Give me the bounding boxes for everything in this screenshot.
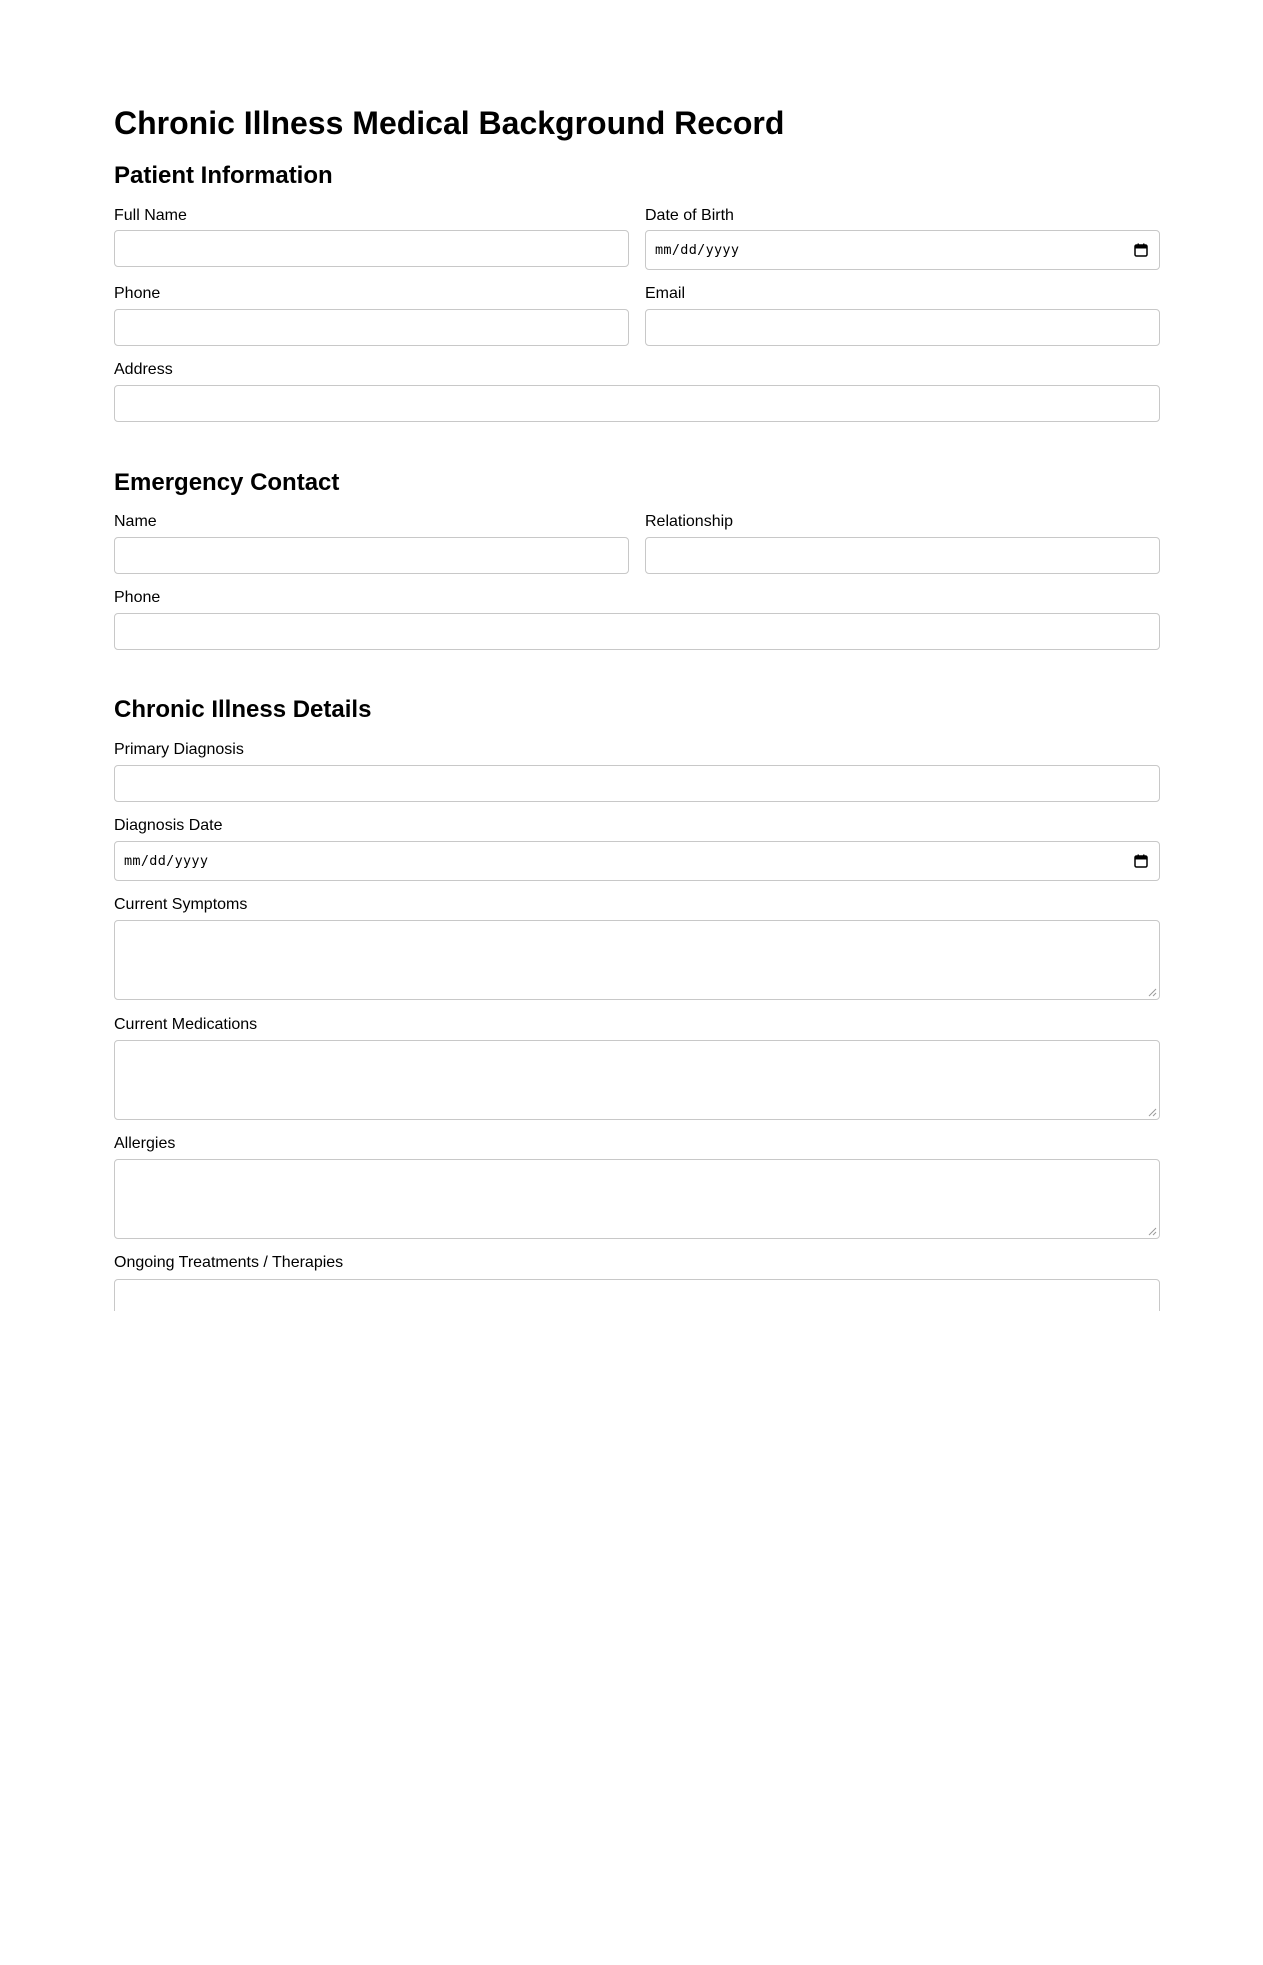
relationship-label: Relationship (645, 513, 734, 530)
emergency-name-label: Name (114, 513, 157, 530)
email-input[interactable] (645, 309, 1160, 346)
primary-diagnosis-label: Primary Diagnosis (114, 741, 244, 758)
allergies-textarea[interactable] (114, 1159, 1160, 1239)
ongoing-treatments-label: Ongoing Treatments / Therapies (114, 1254, 344, 1271)
resize-handle-icon[interactable] (1148, 1227, 1157, 1236)
diagnosis-date-input[interactable] (114, 841, 1160, 881)
address-label: Address (114, 361, 173, 378)
diagnosis-date-label: Diagnosis Date (114, 817, 223, 834)
date-of-birth-input[interactable] (645, 230, 1160, 270)
phone-input[interactable] (114, 309, 629, 346)
full-name-label: Full Name (114, 207, 187, 224)
current-symptoms-textarea[interactable] (114, 920, 1160, 1000)
emergency-name-input[interactable] (114, 537, 629, 574)
page-title: Chronic Illness Medical Background Record (114, 105, 785, 141)
calendar-icon[interactable] (1134, 243, 1148, 257)
resize-handle-icon[interactable] (1148, 988, 1157, 997)
address-input[interactable] (114, 385, 1160, 422)
phone-label: Phone (114, 285, 161, 302)
allergies-label: Allergies (114, 1135, 176, 1152)
relationship-input[interactable] (645, 537, 1160, 574)
current-medications-label: Current Medications (114, 1016, 258, 1033)
date-of-birth-placeholder: mm/dd/yyyy (655, 242, 740, 258)
full-name-input[interactable] (114, 230, 629, 267)
calendar-icon[interactable] (1134, 854, 1148, 868)
current-medications-textarea[interactable] (114, 1040, 1160, 1120)
emergency-phone-label: Phone (114, 589, 161, 606)
page-clip-area (0, 1311, 1263, 1965)
diagnosis-date-placeholder: mm/dd/yyyy (124, 853, 209, 869)
emergency-phone-input[interactable] (114, 613, 1160, 650)
date-of-birth-label: Date of Birth (645, 207, 734, 224)
email-label: Email (645, 285, 686, 302)
resize-handle-icon[interactable] (1148, 1108, 1157, 1117)
section-heading-emergency-contact: Emergency Contact (114, 469, 340, 496)
section-heading-chronic-illness-details: Chronic Illness Details (114, 696, 372, 723)
primary-diagnosis-input[interactable] (114, 765, 1160, 802)
current-symptoms-label: Current Symptoms (114, 896, 248, 913)
section-heading-patient-information: Patient Information (114, 162, 333, 189)
